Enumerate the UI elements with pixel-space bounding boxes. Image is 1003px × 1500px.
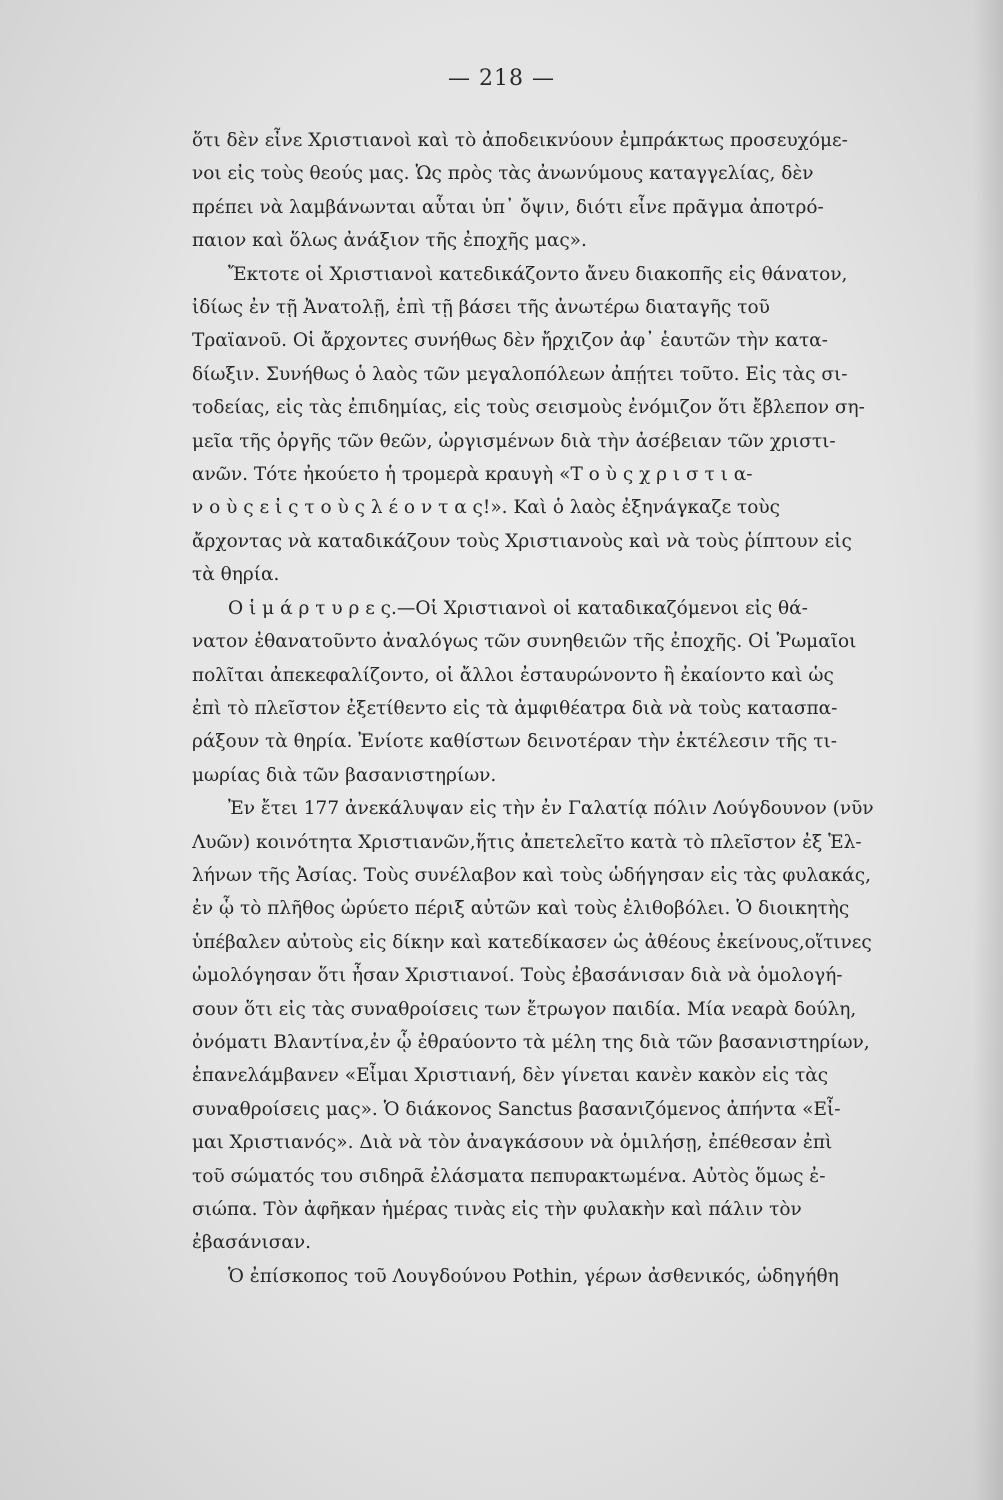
text-line: μεῖα τῆς ὀργῆς τῶν θεῶν, ὠργισμένων διὰ τὴν ἀσέβειαν τῶν χριστι- [192, 430, 836, 452]
text-line: νατον ἐθανατοῦντο ἀναλόγως τῶν συνηθειῶν τῆς ἐποχῆς. Οἱ Ῥωμαῖοι [192, 631, 857, 653]
text-line: ανῶν. Τότε ἠκούετο ἡ τρομερὰ κραυγὴ «Τ ο ὺ ς χ ρ ι σ τ ι α- [192, 464, 753, 486]
section-heading-line: Ο ἱ μ ά ρ τ υ ρ ε ς.—Οἱ Χριστιανοὶ οἱ καταδικαζόμενοι εἰς θά- [228, 597, 808, 619]
text-line: Τραϊανοῦ. Οἱ ἄρχοντες συνήθως δὲν ἤρχιζον ἀφ᾽ ἑαυτῶν τὴν κατα- [192, 330, 828, 352]
text-line: λήνων τῆς Ἀσίας. Τοὺς συνέλαβον καὶ τοὺς ὡδήγησαν εἰς τὰς φυλακάς, [192, 864, 872, 886]
text-line: ἐβασάνισαν. [192, 1232, 311, 1254]
text-line: ν ο ὺ ς ε ἰ ς τ ο ὺ ς λ έ ο ν τ α ς!». Καὶ ὁ λαὸς ἐξηνάγκαζε τοὺς [192, 497, 781, 519]
text-line: ράξουν τὰ θηρία. Ἐνίοτε καθίστων δεινοτέραν τὴν ἐκτέλεσιν τῆς τι- [192, 731, 837, 753]
text-line: δίωξιν. Συνήθως ὁ λαὸς τῶν μεγαλοπόλεων ἀπῄτει τοῦτο. Εἰς τὰς σι- [192, 363, 848, 385]
text-line: ἐπανελάμβανεν «Εἶμαι Χριστιανή, δὲν γίνεται κανὲν κακὸν εἰς τὰς [192, 1065, 829, 1087]
paragraph-start-line: Ἐν ἔτει 177 ἀνεκάλυψαν εἰς τὴν ἐν Γαλατίᾳ πόλιν Λούγδουνον (νῦν [228, 798, 874, 820]
text-line: πολῖται ἀπεκεφαλίζοντο, οἱ ἄλλοι ἐσταυρώνοντο ἢ ἐκαίοντο καὶ ὡς [192, 664, 834, 686]
text-line: μωρίας διὰ τῶν βασανιστηρίων. [192, 764, 497, 786]
text-line: τὰ θηρία. [192, 564, 280, 586]
text-line: ἰδίως ἐν τῇ Ἀνατολῇ, ἐπὶ τῇ βάσει τῆς ἀνωτέρω διαταγῆς τοῦ [192, 297, 770, 319]
text-line: τοδείας, εἰς τὰς ἐπιδημίας, εἰς τοὺς σεισμοὺς ἐνόμιζον ὅτι ἔβλεπον ση- [192, 397, 865, 419]
text-line: ὡμολόγησαν ὅτι ἦσαν Χριστιανοί. Τοὺς ἐβασάνισαν διὰ νὰ ὁμολογή- [192, 965, 843, 987]
paragraph-start-line: Ἔκτοτε οἱ Χριστιανοὶ κατεδικάζοντο ἄνευ διακοπῆς εἰς θάνατον, [228, 263, 848, 285]
page-edge-shadow [973, 0, 1003, 1500]
text-line: μαι Χριστιανός». Διὰ νὰ τὸν ἀναγκάσουν νὰ ὁμιλήσῃ, ἐπέθεσαν ἐπὶ [192, 1132, 833, 1154]
paragraph-start-line: Ὁ ἐπίσκοπος τοῦ Λουγδούνου Pothin, γέρων ἀσθενικός, ὡδηγήθη [228, 1265, 839, 1287]
text-line: ὅτι δὲν εἶνε Χριστιανοὶ καὶ τὸ ἀποδεικνύουν ἐμπράκτως προσευχόμε- [192, 130, 848, 151]
text-line: Λυῶν) κοινότητα Χριστιανῶν,ἥτις ἀπετελεῖτο κατὰ τὸ πλεῖστον ἐξ Ἑλ- [192, 831, 862, 853]
text-line: ἄρχοντας νὰ καταδικάζουν τοὺς Χριστιανοὺς καὶ νὰ τοὺς ῥίπτουν εἰς [192, 530, 852, 552]
body-text [192, 124, 936, 1293]
text-line: τοῦ σώματός του σιδηρᾶ ἐλάσματα πεπυρακτωμένα. Αὐτὸς ὅμως ἐ- [192, 1165, 826, 1187]
text-line: νοι εἰς τοὺς θεούς μας. Ὡς πρὸς τὰς ἀνωνύμους καταγγελίας, δὲν [192, 163, 814, 185]
text-line: παιον καὶ ὅλως ἀνάξιον τῆς ἐποχῆς μας». [192, 230, 587, 252]
text-line: ἐπὶ τὸ πλεῖστον ἐξετίθεντο εἰς τὰ ἀμφιθέατρα διὰ νὰ τοὺς κατασπα- [192, 697, 838, 719]
text-line: συναθροίσεις μας». Ὁ διάκονος Sanctus βασανιζόμενος ἀπήντα «Εἶ- [192, 1098, 841, 1120]
text-line: ἐν ᾧ τὸ πλῆθος ὠρύετο πέριξ αὐτῶν καὶ τοὺς ἐλιθοβόλει. Ὁ διοικητὴς [192, 898, 850, 920]
text-line: σουν ὅτι εἰς τὰς συναθροίσεις των ἔτρωγον παιδία. Μία νεαρὰ δούλη, [192, 998, 857, 1020]
text-line: ὑπέβαλεν αὐτοὺς εἰς δίκην καὶ κατεδίκασεν ὡς ἀθέους ἐκείνους,οἵτινες [192, 931, 872, 953]
text-line: σιώπα. Τὸν ἀφῆκαν ἡμέρας τινὰς εἰς τὴν φυλακὴν καὶ πάλιν τὸν [192, 1199, 802, 1220]
text-line: ὀνόματι Βλαντίνα,ἐν ᾧ ἐθραύοντο τὰ μέλη της διὰ τῶν βασανιστηρίων, [192, 1031, 870, 1053]
page-number: — 218 — [448, 66, 555, 91]
text-line: πρέπει νὰ λαμβάνωνται αὗται ὑπ᾽ ὄψιν, διότι εἶνε πρᾶγμα ἀποτρό- [192, 196, 824, 218]
